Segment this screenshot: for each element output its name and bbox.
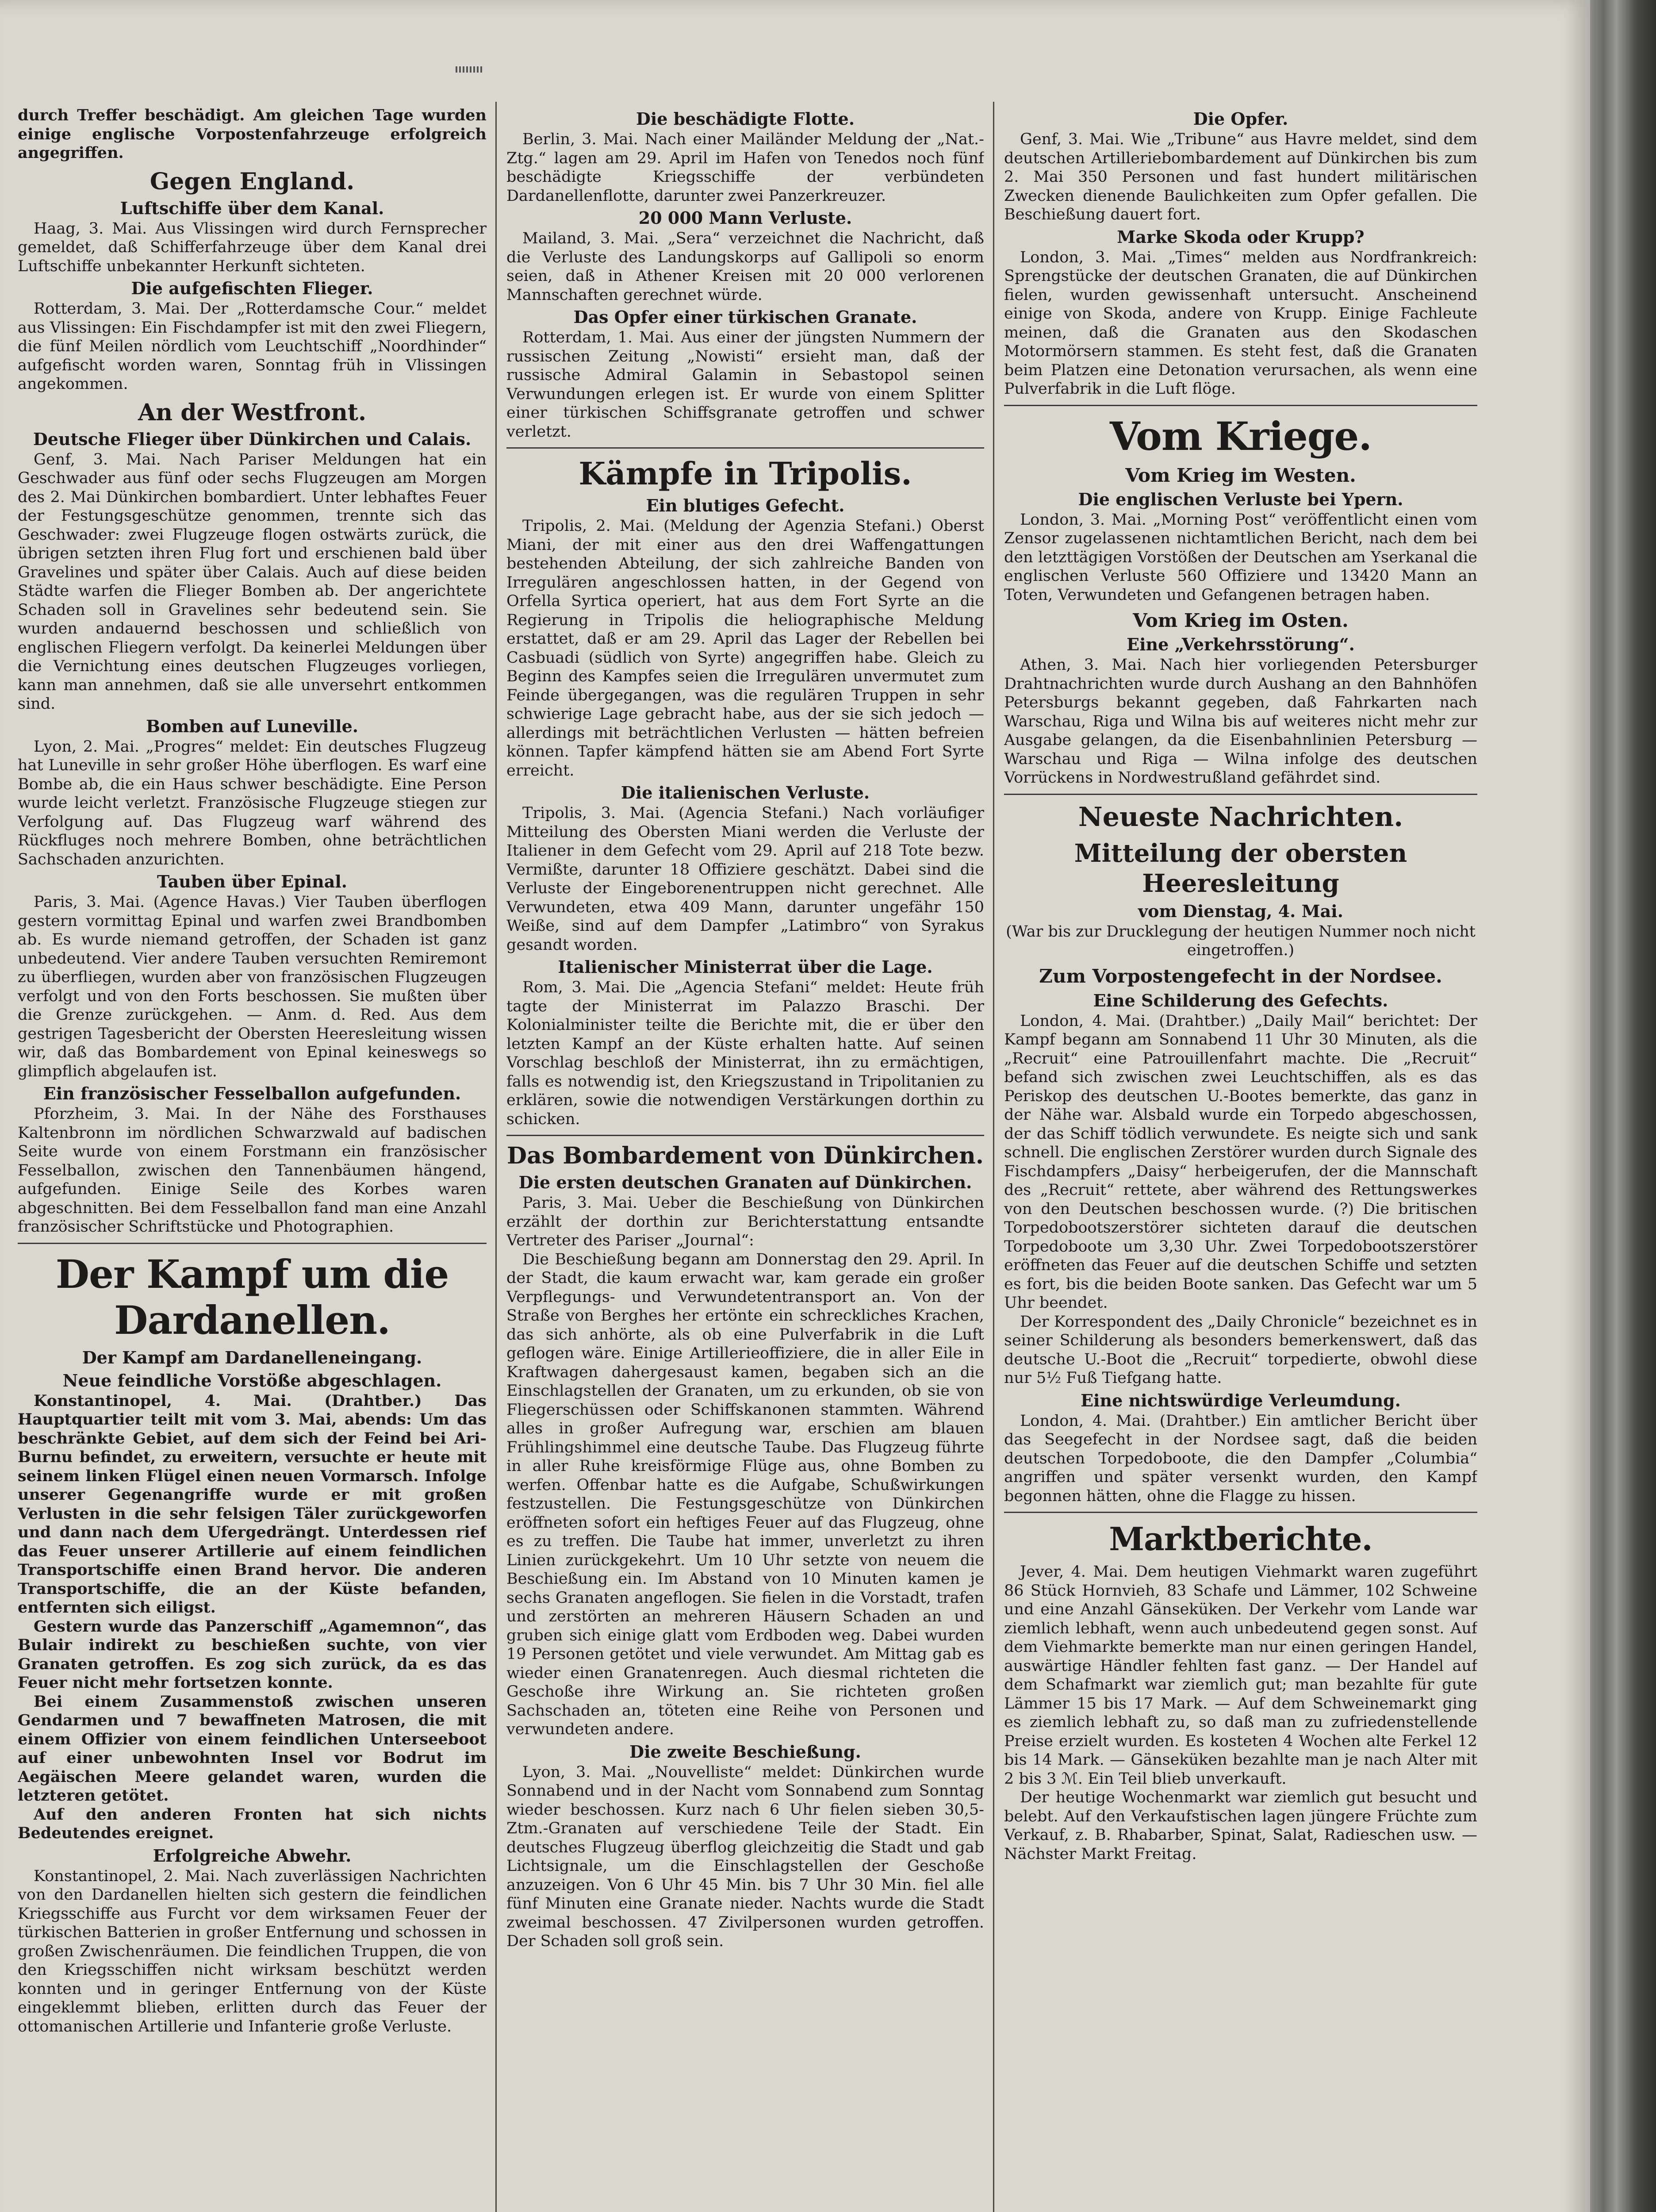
article-agamemnon: Gestern wurde das Panzerschiff „Agamemnon“, das Bulair indirekt zu beschießen suchte, von vier Granaten getroffen. Es zog sich zurück, da es das Feuer nicht mehr fortsetzen konnte.	[18, 1617, 487, 1692]
article-rotterdam: Rotterdam, 3. Mai. Der „Rotterdamsche Cour.“ meldet aus Vlissingen: Ein Fischdampfer ist mit den zwei Fliegern, die fünf Meilen nördlich vom Leuchtschiff „Noordhinder“ aufgefischt worden waren, Sonntag früh in Vlissingen angekommen.	[18, 300, 487, 393]
subhead-vorpostengefecht: Zum Vorpostengefecht in der Nordsee.	[1039, 965, 1442, 987]
section-title-marktberichte: Marktberichte.	[1109, 1520, 1372, 1558]
article-rom: Rom, 3. Mai. Die „Agencia Stefani“ meldet: Heute früh tagte der Ministerrat im Palazzo Braschi. Der Kolonialminister teilte die Berichte mit, die er über den letzten Kampf an der Küste erhalten hatte. Auf seinen Vorschlag beschloß der Ministerrat, ihn zu ermächtigen, falls es notwendig ist, den Kriegszustand in Tripolitanien zu erklären, sowie die notwendigen Verstärkungen dorthin zu schicken.	[506, 979, 984, 1128]
column-rule-1	[495, 102, 497, 2212]
article-lyon-nouvelliste: Lyon, 3. Mai. „Nouvelliste“ meldet: Dünkirchen wurde Sonnabend und in der Nacht vom Sonnabend zum Sonntag wieder beschossen. Kurz nach 6 Uhr fielen sieben 30,5-Ztm.-Granaten auf verschiedene Teile der Stadt. Ein deutsches Flugzeug überflog gleichzeitig die Stadt und gab Lichtsignale, um die Einschlagstellen der Geschoße anzuzeigen. Von 6 Uhr 45 Min. bis 7 Uhr 30 Min. fiel alle fünf Minuten eine Granate nieder. Nachts wurde die Stadt zweimal beschossen. 47 Zivilpersonen wurden getroffen. Der Schaden soll groß sein.	[506, 1763, 984, 1950]
article-haag: Haag, 3. Mai. Aus Vlissingen wird durch Fernsprecher gemeldet, daß Schifferfahrzeuge über dem Kanal drei Luftschiffe unbekannter Herkunft sichteten.	[18, 219, 487, 275]
section-title-heeresleitung: Mitteilung der obersten Heeresleitung	[1074, 838, 1407, 898]
article-morning-post: London, 3. Mai. „Morning Post“ veröffentlicht einen vom Zensor zugelassenen nichtamtlichen Bericht, nach dem bei den letzttägigen Vorstößen der Deutschen am Yserkanal die englischen Verluste 560 Offiziere und 13420 Mann an Toten, Verwundeten und Gefangenen betragen haben.	[1004, 511, 1477, 604]
article-berlin: Berlin, 3. Mai. Nach einer Mailänder Meldung der „Nat.-Ztg.“ lagen am 29. April im Hafen von Tenedos noch fünf beschädigte Kriegsschiffe der verbündeten Dardanellenflotte, darunter zwei Panzerkreuzer.	[506, 131, 984, 205]
subhead-luneville: Bomben auf Luneville.	[146, 716, 359, 736]
subhead-fesselballon: Ein französischer Fesselballon aufgefunden.	[43, 1083, 461, 1103]
subhead-abwehr: Erfolgreiche Abwehr.	[153, 1845, 352, 1866]
intro-paragraph: durch Treffer beschädigt. Am gleichen Tage wurden einige englische Vorpostenfahrzeuge erfolgreich angegriffen.	[18, 106, 487, 162]
book-page-edge	[1590, 0, 1656, 2212]
article-daily-mail: London, 4. Mai. (Drahtber.) „Daily Mail“ berichtet: Der Kampf begann am Sonnabend 11 Uhr 30 Minuten, als die „Recruit“ eine Patrouillenfahrt machte. Die „Recruit“ befand sich zwischen zwei Leuchtschiffen, als es das Periskop des deutschen U.-Bootes bemerkte, das ganz in der Nähe war. Alsbald wurde ein Torpedo abgeschossen, der das Schiff tödlich verwundete. Es neigte sich und sank schnell. Die englischen Zerstörer wurden durch Signale des Fischdampfers „Daisy“ herbeigerufen, der die Mannschaft des „Recruit“ rettete, aber während des Rettungswerkes von den Deutschen beschossen wurde. (?) Die britischen Torpedobootszerstörer sichteten darauf die deutschen Torpedoboote um 3,30 Uhr. Zwei Torpedobootszerstörer eröffneten das Feuer auf die deutschen Schiffe und setzten es fort, bis die beiden Boote sanken. Das Gefecht war um 5 Uhr beendet.	[1004, 1012, 1477, 1312]
section-title-gegen-england: Gegen England.	[150, 168, 355, 195]
column-2	[506, 106, 984, 2212]
subhead-osten: Vom Krieg im Osten.	[1133, 610, 1349, 631]
article-genf-tribune: Genf, 3. Mai. Wie „Tribune“ aus Havre meldet, sind dem deutschen Artilleriebombardement auf Dünkirchen bis zum 2. Mai 350 Personen und fast hundert militärischen Zwecken dienende Baulichkeiten zum Opfer gefallen. Die Beschießung dauert fort.	[1004, 131, 1477, 223]
article-lyon: Lyon, 2. Mai. „Progres“ meldet: Ein deutsches Flugzeug hat Luneville in sehr großer Höhe überflogen. Es warf eine Bombe ab, die ein Haus schwer beschädigte. Eine Person wurde leicht verletzt. Französische Flugzeuge stiegen zur Verfolgung auf. Das Flugzeug warf während des Rückfluges noch mehrere Bomben, ohne beträchtlichen Sachschaden anzurichten.	[18, 737, 487, 868]
subhead-ital-verluste: Die italienischen Verluste.	[621, 783, 870, 803]
subhead-zweite-beschiessung: Die zweite Beschießung.	[629, 1741, 861, 1762]
subhead-verkehrsstoerung: Eine „Verkehrsstörung“.	[1127, 634, 1355, 654]
subhead-epinal: Tauben über Epinal.	[157, 872, 347, 891]
subhead-flieger: Die aufgefischten Flieger.	[131, 278, 373, 298]
column-3	[1004, 106, 1477, 2212]
section-title-westfront: An der Westfront.	[138, 399, 367, 426]
subhead-flotte: Die beschädigte Flotte.	[636, 109, 855, 129]
article-paris: Paris, 3. Mai. (Agence Havas.) Vier Tauben überflogen gestern vormittag Epinal und warfen zwei Brandbomben ab. Es wurde niemand getroffen, der Schaden ist ganz unbedeutend. Vier andere Tauben versuchten Remiremont zu überfliegen, wurden aber von französischen Flugzeugen verfolgt und von den Forts beschossen. Sie mußten über die Grenze zurückgehen. — Anm. d. Red. Aus dem gestrigen Tagesbericht der Obersten Heeresleitung wissen wir, daß das Bombardement von Epinal keineswegs so glimpflich abgelaufen ist.	[18, 893, 487, 1080]
section-title-tripolis: Kämpfe in Tripolis.	[579, 455, 912, 492]
article-athen: Athen, 3. Mai. Nach hier vorliegenden Petersburger Drahtnachrichten wurde durch Aushang an den Bahnhöfen Petersburgs bekannt gegeben, daß Fahrkarten nach Warschau, Riga und Wilna bis auf weiteres nicht mehr zur Ausgabe gelangen, da die Eisenbahnlinien Petersburg — Warschau und Riga — Wilna infolge des deutschen Vorrückens in Nordwestrußland gefährdet sind.	[1004, 656, 1477, 787]
article-tripolis-2: Tripolis, 2. Mai. (Meldung der Agenzia Stefani.) Oberst Miani, der mit einer aus den drei Waffengattungen bestehenden Abteilung, der sich zahlreiche Banden von Irregulären angeschlossen hatten, in der Gegend von Orfella Syrtica operiert, hat aus dem Fort Syrte an die Regierung in Tripolis die heliographische Meldung erstattet, daß er am 29. April das Lager der Rebellen bei Casbuadi (südlich von Syrte) angegriffen habe. Gleich zu Beginn des Kampfes seien die Irregulären unvermutet zum Feinde übergegangen, was die regulären Truppen in sehr schwierige Lage gebracht habe, aus der sie sich jedoch — allerdings mit beträchtlichen Verlusten — hätten befreien können. Tapfer kämpfend hätten sie am Abend Fort Syrte erreicht.	[506, 517, 984, 780]
article-pforzheim: Pforzheim, 3. Mai. In der Nähe des Forsthauses Kaltenbronn im nördlichen Schwarzwald auf badischen Seite wurde von einem Forstmann ein französischer Fesselballon, zwischen den Tannenbäumen hängend, aufgefunden. Einige Seile des Korbes waren abgeschnitten. Bei dem Fesselballon fand man eine Anzahl französischer Schriftstücke und Photographien.	[18, 1105, 487, 1236]
subhead-verleumdung: Eine nichtswürdige Verleumdung.	[1081, 1390, 1401, 1410]
article-genf: Genf, 3. Mai. Nach Pariser Meldungen hat ein Geschwader aus fünf oder sechs Flugzeugen am Morgen des 2. Mai Dünkirchen bombardiert. Unter lebhaftes Feuer der Festungsgeschütze genommen, trennte sich das Geschwader: zwei Flugzeuge flogen ostwärts zurück, die übrigen setzten ihren Flug fort und erschienen bald über Gravelines und später über Calais. Auch auf diese beiden Städte warfen die Flieger Bomben ab. Der angerichtete Schaden soll in Gravelines sehr bedeutend sein. Sie wurden andauernd beschossen und schließlich von englischen Fliegern verfolgt. Da keinerlei Meldungen über die Vernichtung eines deutschen Flugzeuges vorliegen, kann man annehmen, daß sie alle unversehrt entkommen sind.	[18, 450, 487, 713]
section-title-bombardement: Das Bombardement von Dünkirchen.	[507, 1142, 984, 1169]
subhead-schilderung: Eine Schilderung des Gefechts.	[1093, 990, 1388, 1010]
section-title-dardanellen: Der Kampf um die Dardanellen.	[55, 1251, 449, 1343]
subhead-dienstag: vom Dienstag, 4. Mai.	[1138, 901, 1343, 921]
article-konstantinopel-4: Konstantinopel, 4. Mai. (Drahtber.) Das Hauptquartier teilt mit vom 3. Mai, abends: Um das beschränkte Gebiet, auf dem sich der Feind bei Ari-Burnu befindet, zu erweitern, versuchte er heute mit seinem linken Flügel einen neuen Vormarsch. Infolge unserer Gegenangriffe wurde er mit großen Verlusten in die sehr felsigen Täler zurückgeworfen und dann nach dem Ufergedrängt. Unterdessen rief das Feuer unserer Artillerie auf einem feindlichen Transportschiffe einen Brand hervor. Die anderen Transportschiffe, die an der Küste befanden, entfernten sich eiligst.	[18, 1391, 487, 1617]
subhead-erste-granaten: Die ersten deutschen Granaten auf Dünkirchen.	[518, 1172, 972, 1192]
article-rotterdam-1: Rotterdam, 1. Mai. Aus einer der jüngsten Nummern der russischen Zeitung „Nowisti“ ersieht man, daß der russische Admiral Galamin in Sebastopol seinen Verwundungen erlegen ist. Er wurde von einem Splitter einer türkischen Schiffsgranate getroffen und schwer verletzt.	[506, 329, 984, 441]
print-mark	[456, 66, 482, 73]
column-rule-2	[993, 102, 994, 2212]
article-tripolis-3: Tripolis, 3. Mai. (Agencia Stefani.) Nach vorläufiger Mitteilung des Obersten Miani werden die Verluste der Italiener in dem Gefecht vom 29. April auf 218 Tote bezw. Vermißte, darunter 18 Offiziere geschätzt. Dabei sind die Verluste der Eingeborenentruppen nicht gerechnet. Alle Verwundeten, etwa 409 Mann, darunter ungefähr 150 Weiße, sind auf dem Dampfer „Latimbro“ von Syrakus gesandt worden.	[506, 804, 984, 954]
subhead-dardanelleneingang: Der Kampf am Dardanelleneingang.	[82, 1347, 422, 1367]
article-mailand: Mailand, 3. Mai. „Sera“ verzeichnet die Nachricht, daß die Verluste des Landungskorps auf Gallipoli so enorm seien, daß in Athener Kreisen mit 20 000 verlorenen Mannschaften gerechnet würde.	[506, 230, 984, 304]
divider	[18, 1243, 487, 1244]
section-title-neueste: Neueste Nachrichten.	[1078, 801, 1403, 833]
divider	[506, 447, 984, 449]
article-gendarmen: Bei einem Zusammenstoß zwischen unseren Gendarmen und 7 bewaffneten Matrosen, die mit einem Offizier von einem feindlichen Unterseeboot auf einer unbewohnten Insel vor Bodrut im Aegäischen Meere gelandet waren, wurden die letzteren getötet.	[18, 1692, 487, 1805]
subhead-westen: Vom Krieg im Westen.	[1125, 464, 1356, 486]
article-andere-fronten: Auf den anderen Fronten hat sich nichts Bedeutendes ereignet.	[18, 1805, 487, 1842]
article-jever: Jever, 4. Mai. Dem heutigen Viehmarkt waren zugeführt 86 Stück Hornvieh, 83 Schafe und Lämmer, 102 Schweine und eine Anzahl Gänseküken. Der Verkehr vom Lande war ziemlich lebhaft, wenn auch unbedeutend gegen sonst. Auf dem Viehmarkte bemerkte man nur einen geringen Handel, auswärtige Händler fehlten fast ganz. — Der Handel auf dem Schafmarkt war ziemlich gut; man bezahlte für gute Lämmer 15 bis 17 Mark. — Auf dem Schweinemarkt ging es ziemlich lebhaft zu, so daß man zu zufriedenstellende Preise erzielt wurden. Es kosteten 4 Wochen alte Ferkel 12 bis 14 Mark. — Gänseküken bezahlte man je nach Alter mit 2 bis 3 ℳ. Ein Teil blieb unverkauft.	[1004, 1563, 1477, 1788]
subhead-opfer-granate: Das Opfer einer türkischen Granate.	[573, 307, 917, 327]
subhead-duenkirchen-calais: Deutsche Flieger über Dünkirchen und Calais.	[33, 429, 472, 449]
divider	[1004, 1512, 1477, 1513]
subhead-ministerrat: Italienischer Ministerrat über die Lage.	[558, 957, 933, 977]
article-daily-chronicle: Der Korrespondent des „Daily Chronicle“ bezeichnet es in seiner Schilderung als besonders bemerkenswert, daß das deutsche U.-Boot die „Recruit“ torpedierte, obwohl diese nur 5½ Fuß Tiefgang hatte.	[1004, 1313, 1477, 1387]
article-london-times: London, 3. Mai. „Times“ melden aus Nordfrankreich: Sprengstücke der deutschen Granaten, die auf Dünkirchen fielen, wurden gewissenhaft untersucht. Anscheinend einige von Skoda, andere von Krupp. Einige Fachleute meinen, daß die Granaten aus den Skodaschen Motormörsern stammen. Es steht fest, daß die Granaten beim Platzen eine Detonation verursachen, als wenn eine Pulverfabrik in die Luft flöge.	[1004, 248, 1477, 398]
subhead-verluste: 20 000 Mann Verluste.	[638, 208, 852, 228]
subhead-skoda-krupp: Marke Skoda oder Krupp?	[1117, 227, 1365, 247]
article-konstantinopel-2: Konstantinopel, 2. Mai. Nach zuverlässigen Nachrichten von den Dardanellen hielten sich gestern die feindlichen Kriegsschiffe aus Furcht vor dem wirksamen Feuer der türkischen Batterien in großer Entfernung und schossen in großen Zwischenräumen. Die feindlichen Truppen, die von den Kriegsschiffen nicht wirksam beschützt werden konnten und in geringer Entfernung von der Küste eingeklemmt blieben, erlitten durch das Feuer der ottomanischen Artillerie und Infanterie große Verluste.	[18, 1867, 487, 2035]
subhead-opfer: Die Opfer.	[1193, 109, 1288, 129]
subhead-gefecht: Ein blutiges Gefecht.	[646, 495, 845, 515]
article-beschiessung: Die Beschießung begann am Donnerstag den 29. April. In der Stadt, die kaum erwacht war, kam gerade ein großer Verpflegungs- und Verwundetentransport an. Von der Straße von Berghes her ertönte ein schreckliches Krachen, das sich anhörte, als ob eine Pulverfabrik in die Luft geflogen wäre. Einige Artillerieoffiziere, die in aller Eile in Kraftwagen dahergesaust kamen, begaben sich an die Einschlagstellen der Granaten, um zu erkunden, ob sie von Fliegerschüssen oder Schiffskanonen stammten. Während alles in großer Aufregung war, erschien am blauen Frühlingshimmel eine deutsche Taube. Das Flugzeug führte in aller Ruhe kreisförmige Flüge aus, ohne Bomben zu werfen. Offenbar hatte es die Aufgabe, Schußwirkungen festzustellen. Die Festungsgeschütze von Dünkirchen eröffneten sofort ein heftiges Feuer auf das Flugzeug, ohne es zu treffen. Die Taube hat immer, unverletzt zu ihren Linien zurückgekehrt. Um 10 Uhr setzte von neuem die Beschießung ein. Im Abstand von 10 Minuten kamen je sechs Granaten angeflogen. Sie fielen in die Vorstadt, trafen und zerstörten an mehreren Häusern Schaden an und gruben sich einige glatt vom Erdboden weg. Dabei wurden 19 Personen getötet und viele verwundet. Am Mittag gab es wieder einen Granatenregen. Auch diesmal richteten die Geschoße ihre Wirkung an. Sie richteten großen Sachschaden an, töteten eine Reihe von Personen und verwundeten andere.	[506, 1250, 984, 1738]
divider	[1004, 794, 1477, 795]
divider	[1004, 405, 1477, 406]
subhead-luftschiffe: Luftschiffe über dem Kanal.	[120, 198, 384, 218]
subhead-vorstoesse: Neue feindliche Vorstöße abgeschlagen.	[62, 1370, 442, 1390]
article-paris-journal: Paris, 3. Mai. Ueber die Beschießung von Dünkirchen erzählt der dorthin zur Berichterstattung entsandte Vertreter des Pariser „Journal“:	[506, 1194, 984, 1249]
article-london-amtlich: London, 4. Mai. (Drahtber.) Ein amtlicher Bericht über das Seegefecht in der Nordsee sagt, daß die beiden deutschen Torpedoboote, die den Dampfer „Columbia“ angriffen und später versenkt wurden, den Kampf begonnen hätten, ohne die Flagge zu hissen.	[1004, 1412, 1477, 1505]
subhead-ypern: Die englischen Verluste bei Ypern.	[1078, 489, 1403, 509]
divider	[506, 1135, 984, 1136]
note-drucklegung: (War bis zur Drucklegung der heutigen Nummer noch nicht eingetroffen.)	[1006, 922, 1476, 959]
section-title-vom-kriege: Vom Kriege.	[1109, 413, 1372, 459]
column-1	[18, 106, 487, 2212]
article-wochenmarkt: Der heutige Wochenmarkt war ziemlich gut besucht und belebt. Auf den Verkaufstischen lagen jüngere Früchte zum Verkauf, z. B. Rhabarber, Spinat, Salat, Radieschen usw. — Nächster Markt Freitag.	[1004, 1789, 1477, 1863]
